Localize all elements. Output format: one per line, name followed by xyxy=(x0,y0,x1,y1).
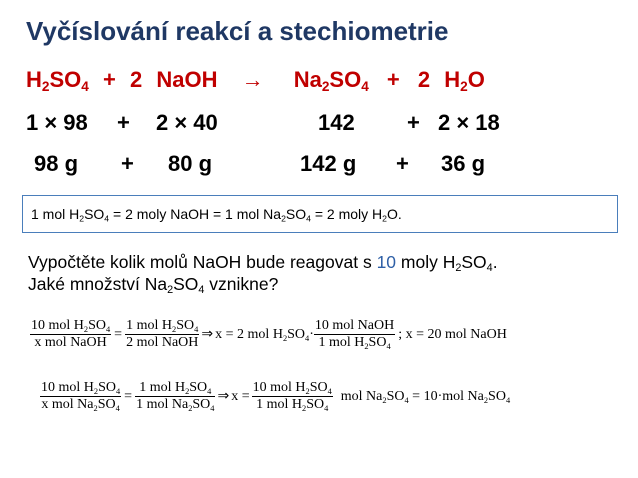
molar-mass-3: 142 xyxy=(318,110,355,135)
ratio-fraction: $\frac{10 mol H_2SO_4}{x mol Na_2SO_4}$ xyxy=(41,380,121,413)
product-na2so4: $Na_2SO_4$ xyxy=(293,67,369,94)
product-h2o: $H_2O$ xyxy=(444,67,485,94)
molar-mass-1: 1 × 98 xyxy=(26,110,88,135)
ratio-fraction: $\frac{10 mol H_2SO_4}{1 mol H_2SO_4}$ xyxy=(252,380,332,413)
question-line-1: Vypočtěte kolik molů NaOH bude reagovat s 10 moly $H_2SO_4$. xyxy=(28,252,498,275)
plus-sign: + xyxy=(102,67,116,92)
grams-3: 142 g xyxy=(300,151,357,176)
grams-1: 98 g xyxy=(34,151,79,176)
molar-mass-2: 2 × 40 xyxy=(156,110,218,135)
result: ; x = 20 mol NaOH xyxy=(398,326,507,342)
ratio-fraction: $\frac{1 mol H_2SO_4}{1 mol Na_2SO_4}$ xyxy=(136,380,215,413)
molar-mass-4: 2 × 18 xyxy=(438,110,500,135)
reactant-h2so4: $H_2SO_4$ xyxy=(26,67,89,94)
reactant-naoh: NaOH xyxy=(156,67,218,92)
ratio-fraction: $\frac{10 mol H_2SO_4}{\text{x mol NaOH}}$ xyxy=(31,318,111,350)
calculation-naoh: $\frac{10 mol H_2SO_4}{\text{x mol NaOH}}$ = $\frac{1 mol H_2SO_4}{\text{2 mol NaOH}}$ ⇒ x = 2 mol $H_2SO_4\cdot$ $\frac{\text{10 mol NaOH}}{1 mol H_2SO_4}$ ; x = 20 mol NaOH xyxy=(31,318,507,351)
mole-ratio-box: 1 mol $H_2SO_4 = 2$ moly NaOH = 1 mol $Na_2SO_4 = 2$ moly $H_2O$. xyxy=(22,195,618,233)
calculation-na2so4: $\frac{10 mol H_2SO_4}{x mol Na_2SO_4}$ = $\frac{1 mol H_2SO_4}{1 mol Na_2SO_4}$ ⇒ x = $\frac{10 mol H_2SO_4}{1 mol H_2SO_4}$ mol $Na_2SO_4 = 10\cdot mol$ $Na_2SO_4$ xyxy=(41,380,511,413)
coefficient: 2 xyxy=(417,67,431,92)
result: mol $Na_2SO_4 = 10\cdot mol$ $Na_2SO_4$ xyxy=(340,388,511,405)
coefficient: 2 xyxy=(129,67,143,92)
reaction-equation xyxy=(26,67,485,93)
question-line-2: Jaké množství $Na_2SO_4$ vznikne? xyxy=(28,274,279,297)
plus-sign: + xyxy=(121,151,134,176)
plus-sign: + xyxy=(396,151,409,176)
ratio-fraction: $\frac{\text{10 mol NaOH}}{1 mol H_2SO_4}$ xyxy=(314,318,395,351)
plus-sign: + xyxy=(386,67,400,92)
grams-4: 36 g xyxy=(441,151,486,176)
ratio-fraction: $\frac{1 mol H_2SO_4}{\text{2 mol NaOH}}$ xyxy=(126,318,199,350)
plus-sign: + xyxy=(407,110,420,135)
reaction-arrow: → xyxy=(241,67,264,92)
grams-2: 80 g xyxy=(168,151,213,176)
highlighted-value: 10 xyxy=(376,252,397,272)
plus-sign: + xyxy=(117,110,130,135)
page-title: Vyčíslování reakcí a stechiometrie xyxy=(26,16,449,46)
